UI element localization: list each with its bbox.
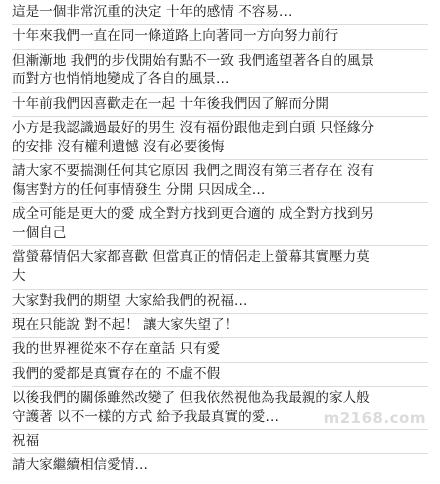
paragraph (12, 52, 428, 90)
paragraph-divider (12, 22, 428, 26)
paragraph (12, 119, 428, 157)
paragraph (12, 3, 428, 22)
paragraph-divider (12, 451, 428, 455)
paragraph-divider (12, 335, 428, 339)
paragraph-divider (12, 383, 428, 387)
paragraph-divider (12, 243, 428, 247)
text-line: 以後我們的關係雖然改變了 但我依然視他為我最親的家人般 (12, 389, 370, 406)
text-line: 大 (12, 268, 26, 285)
text-line: 我的世界裡從來不存在童話 只有愛 (12, 341, 221, 358)
text-line: 請大家不要揣測任何其它原因 我們之間沒有第三者存在 沒有 (12, 163, 375, 180)
statement-text (12, 3, 428, 475)
paragraph-divider (12, 359, 428, 363)
text-line: 十年前我們因喜歡走在一起 十年後我們因了解而分開 (12, 95, 329, 112)
paragraph (12, 205, 428, 243)
text-line: 當螢幕情侶大家都喜歡 但當真正的情侶走上螢幕其實壓力莫 (12, 249, 370, 266)
paragraph (12, 432, 428, 451)
paragraph (12, 456, 428, 475)
text-line: 而對方也悄悄地變成了各自的風景… (12, 71, 230, 88)
paragraph-divider (12, 46, 428, 50)
paragraph-divider (12, 286, 428, 290)
paragraph-divider (12, 89, 428, 93)
paragraph (12, 162, 428, 200)
paragraph-divider (12, 114, 428, 118)
paragraph (12, 95, 428, 114)
paragraph (12, 248, 428, 286)
paragraph (12, 292, 428, 311)
text-line: 十年來我們一直在同一條道路上向著同一方向努力前行 (12, 28, 339, 45)
watermark: m2168.com (323, 409, 426, 427)
text-line: 這是一個非常沉重的決定 十年的感情 不容易… (12, 4, 293, 20)
paragraph (12, 389, 428, 427)
text-line: 現在只能說 對不起！ 讓大家失望了！ (12, 316, 239, 333)
paragraph (12, 340, 428, 359)
text-line: 守護著 以不一樣的方式 給予我最真實的愛… (12, 408, 279, 425)
text-line: 但漸漸地 我們的步伐開始有點不一致 我們遙望著各自的風景 (12, 52, 375, 69)
paragraph-divider (12, 200, 428, 204)
paragraph (12, 27, 428, 46)
text-line: 大家對我們的期望 大家給我們的祝福… (12, 292, 248, 309)
text-line: 我們的愛都是真實存在的 不虛不假 (12, 365, 221, 382)
text-line: 祝福 (12, 432, 40, 449)
paragraph-divider (12, 310, 428, 314)
text-line: 成全可能是更大的愛 成全對方找到更合適的 成全對方找到另 (12, 206, 375, 223)
text-line: 傷害對方的任何事情發生 分開 只因成全… (12, 181, 266, 198)
paragraph (12, 365, 428, 384)
text-line: 請大家繼續相信愛情… (12, 457, 148, 474)
paragraph-divider (12, 157, 428, 161)
text-line: 的安排 沒有權利遺憾 沒有必要後悔 (12, 138, 225, 155)
text-line: 一個自己 (12, 225, 67, 242)
text-line: 小方是我認識過最好的男生 沒有福份跟他走到白頭 只怪緣分 (12, 120, 375, 137)
paragraph (12, 316, 428, 335)
paragraph-divider (12, 426, 428, 430)
